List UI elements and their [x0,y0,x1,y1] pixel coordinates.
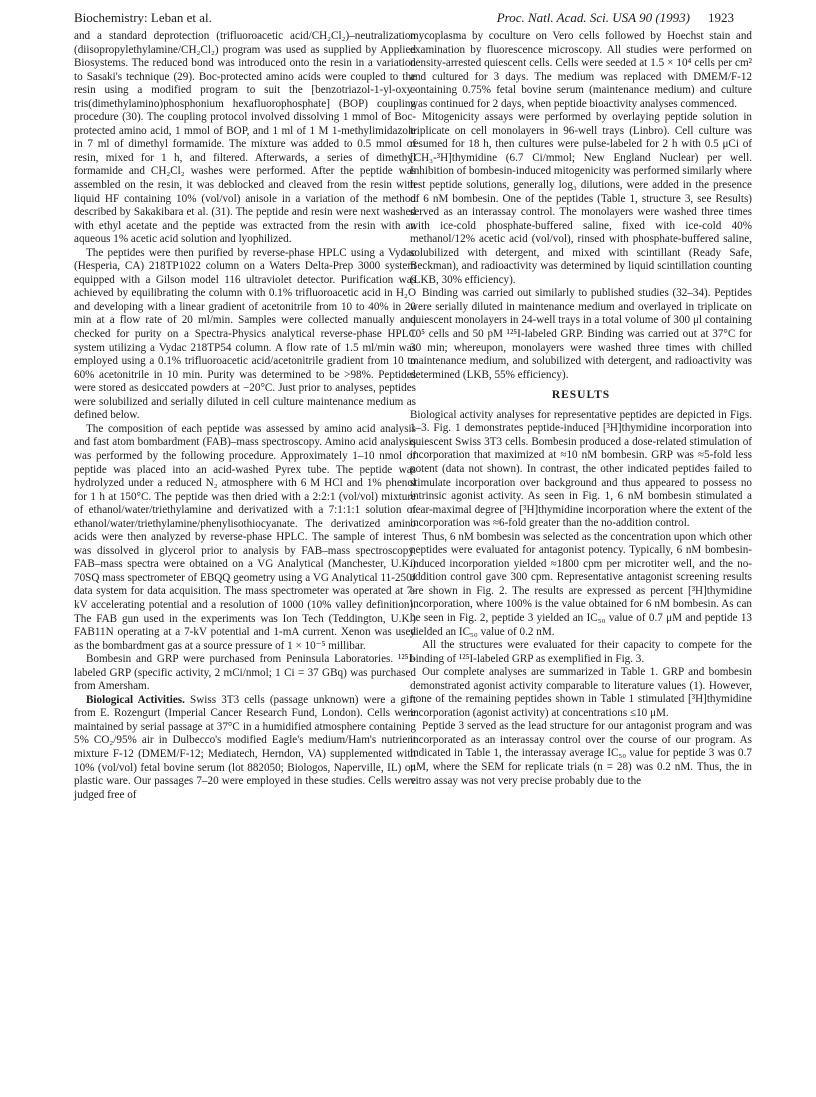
results-heading: RESULTS [551,389,611,402]
paragraph: and a standard deprotection (trifluoroacetic acid/CH₂Cl₂)–neutralization (diisopropylethylamine/CH₂Cl₂) program was used as supplied by Applied Biosystems. The reduced bond was introduced onto the resin in a variation to Sasaki's technique (29). Boc-protected amino acids were coupled to the resin using a modified program to suit the [benzotriazol-1-yl-oxy-tris(dimethylamino)phosphonium hexafluorophosphate] (BOP) coupling procedure (30). The coupling protocol involved dissolving 1 mmol of Boc-protected amino acid, 1 mmol of BOP, and 1 ml of 1 M 1-methylimidazole in 7 ml of dimethyl formamide. The mixture was added to 0.5 mmol of resin, mixed for 1 h, and filtered. Afterwards, a series of dimethyl formamide and CH₂Cl₂ washes were performed. After the peptide was assembled on the resin, it was deblocked and cleaved from the resin with liquid HF containing 10% (vol/vol) anisole in a variation of the method described by Sakakibara et al. (31). The peptide and resin were next washed with ethyl acetate and the peptide was extracted from the resin with an aqueous 1% acetic acid solution and lyophilized. [74,30,416,246]
paragraph [74,694,416,802]
paragraph: Thus, 6 nM bombesin was selected as the concentration upon which other peptides were evaluated for antagonist potency. Typically, 6 nM bombesin-induced incorporation yielded ≈1800 cpm per microtiter well, and the no-addition control gave 300 cpm. Representative antagonist screening results are shown in Fig. 2. The results are expressed as percent [³H]thymidine incorporation, where 100% is the value obtained for 6 nM bombesin. As can be seen in Fig. 2, peptide 3 yielded an IC₅₀ value of 0.7 μM and peptide 13 yielded an IC₅₀ value of 0.2 nM. [410,530,752,638]
paragraph: All the structures were evaluated for their capacity to compete for the binding of ¹²⁵I-labeled GRP as exemplified in Fig. 3. [410,639,752,665]
journal-citation: Proc. Natl. Acad. Sci. USA 90 (1993) [496,10,690,25]
header-right [497,10,734,26]
paragraph: Peptide 3 served as the lead structure for our antagonist program and was incorporated as an interassay control over the course of our program. As indicated in Table 1, the interassay average IC₅₀ value for peptide 3 was 0.7 μM, where the SEM for replicate trials (n = 28) was 0.2 nM. Thus, the in vitro assay was not very precise probably due to the [410,720,752,787]
paragraph: The peptides were then purified by reverse-phase HPLC using a Vydac (Hesperia, CA) 218TP1022 column on a Waters Delta-Prep 3000 system equipped with a Gilson model 116 ultraviolet detector. Purification was achieved by equilibrating the column with 0.1% trifluoroacetic acid in H₂O and developing with a linear gradient of acetonitrile from 10 to 40% in 20 min at a flow rate of 20 ml/min. Samples were collected manually and checked for purity on a Spectra-Physics analytical reverse-phase HPLC system utilizing a Vydac 218TP54 column. A flow rate of 1.5 ml/min was employed using a 0.1% trifluoroacetic acid/acetonitrile gradient from 10 to 60% acetonitrile in 10 min. Purity was determined to be >98%. Peptides were stored as desiccated powders at −20°C. Just prior to analyses, peptides were solubilized and serially diluted in cell culture maintenance medium as defined below. [74,246,416,422]
running-header [74,10,734,30]
left-column [74,30,416,802]
paragraph: mycoplasma by coculture on Vero cells followed by Hoechst stain and examination by fluorescence microscopy. All studies were performed on density-arrested quiescent cells. Cells were seeded at 1.5 × 10⁴ cells per cm² and cultured for 3 days. The medium was replaced with DMEM/F-12 containing 0.75% fetal bovine serum (maintenance medium) and culture was continued for 2 days, when peptide bioactivity analyses commenced. [410,30,752,110]
paragraph: The composition of each peptide was assessed by amino acid analysis and fast atom bombardment (FAB)–mass spectroscopy. Amino acid analysis was performed by the following procedure. Approximately 1–10 nmol of peptide was placed into an acid-washed Pyrex tube. The peptide was hydrolyzed under a reduced N₂ atmosphere with 6 M HCl and 1% phenol for 1 h at 150°C. The peptide was then dried with a 2:2:1 (vol/vol) mixture of ethanol/water/triethylamine and derivatized with a 7:1:1:1 solution of ethanol/water/triethylamine/phenylisothiocyanate. The derivatized amino acids were then analyzed by reverse-phase HPLC. The sample of interest was dissolved in glycerol prior to analysis by FAB–mass spectroscopy. FAB–mass spectra were obtained on a VG Analytical (Manchester, U.K.) 70SQ mass spectrometer of EBQQ geometry using a VG Analytical 11-250J data system for data acquisition. The mass spectrometer was operated at 7-kV accelerating potential and a resolution of 1000 (10% valley definition). The FAB gun used in the experiments was Ion Tech (Teddington, U.K.) FAB11N operating at a 7-kV potential and 1-mA current. Xenon was used as the bombardment gas at a source pressure of 1 × 10⁻⁵ millibar. [74,422,416,652]
paragraph: Mitogenicity assays were performed by overlaying peptide solution in triplicate on cell monolayers in 96-well trays (Linbro). Cell culture was resumed for 18 h, then cultures were pulse-labeled for 2 h with 0.5 μCi of [CH₃-³H]thymidine (6.7 Ci/mmol; New England Nuclear) per well. Inhibition of bombesin-induced mitogenicity was performed similarly where test peptide solutions, generally log₃ dilutions, were added in the presence of 6 nM bombesin. One of the peptides (Table 1, structure 3, see Results) served as an interassay control. The monolayers were washed three times with ice-cold phosphate-buffered saline, fixed with ice-cold 40% methanol/12% acetic acid (vol/vol), rinsed with phosphate-buffered saline, solubilized with detergent, and mixed with scintillant (Ready Safe, Beckman), and radioactivity was determined by liquid scintillation counting (LKB, 30% efficiency). [410,111,752,286]
paragraph-text: Swiss 3T3 cells (passage unknown) were a gift from E. Rozengurt (Imperial Cancer Research Fund, London). Cells were maintained by serial passage at 37°C in a humidified atmosphere containing 5% CO₂/95% air in Dulbecco's modified Eagle's medium/Ham's nutrient mixture F-12 (DMEM/F-12; Mediatech, Herndon, VA) supplemented with 10% (vol/vol) fetal bovine serum (lot 882050; Biologos, Naperville, IL) on plastic ware. Our passages 7–20 were employed in these studies. Cells were judged free of [74,693,416,801]
right-column [410,30,752,788]
paragraph: Biological activity analyses for representative peptides are depicted in Figs. 1–3. Fig. 1 demonstrates peptide-induced [³H]thymidine incorporation into quiescent Swiss 3T3 cells. Bombesin produced a dose-related stimulation of incorporation that maximized at ≈10 nM bombesin. GRP was ≈5-fold less potent (data not shown). In contrast, the other indicated peptides failed to stimulate incorporation over background and thus appeared to possess no intrinsic agonist activity. As seen in Fig. 1, 6 nM bombesin stimulated a near-maximal degree of [³H]thymidine incorporation where the extent of the incorporation was ≈6-fold greater than the no-addition control. [410,408,752,530]
paragraph: Our complete analyses are summarized in Table 1. GRP and bombesin demonstrated agonist activity comparable to literature values (1). However, none of the remaining peptides shown in Table 1 stimulated [³H]thymidine incorporation (agonist activity) at concentrations ≤10 μM. [410,666,752,719]
paragraph: Binding was carried out similarly to published studies (32–34). Peptides were serially diluted in maintenance medium and overlayed in triplicate on quiescent monolayers in 24-well trays in a total volume of 300 μl containing 10⁵ cells and 50 pM ¹²⁵I-labeled GRP. Binding was carried out at 37°C for 30 min; whereupon, monolayers were washed three times with chilled maintenance medium, and solubilized with detergent, and radioactivity was determined (LKB, 55% efficiency). [410,287,752,381]
header-left: Biochemistry: Leban et al. [74,10,212,25]
page-number: 1923 [708,10,734,25]
run-in-heading: Biological Activities. [86,693,185,706]
paragraph: Bombesin and GRP were purchased from Peninsula Laboratories. ¹²⁵I-labeled GRP (specific activity, 2 mCi/nmol; 1 Ci = 37 GBq) was purchased from Amersham. [74,653,416,693]
